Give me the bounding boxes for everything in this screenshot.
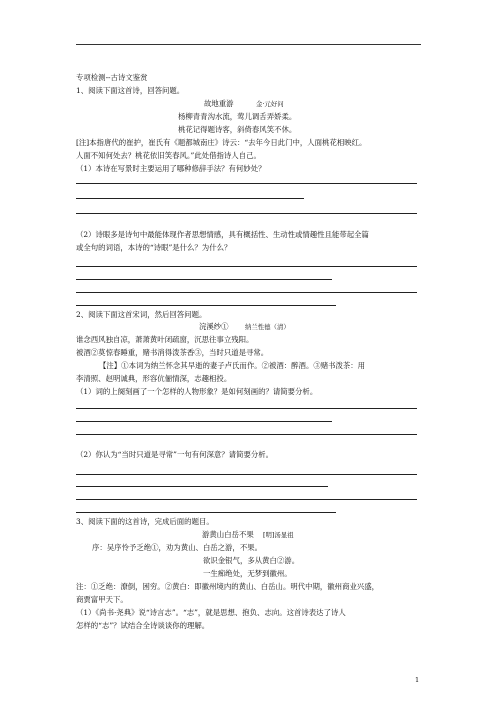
q2-sub-question-2: （2）你认为“当时只道是寻常”一句有何深意？请简要分析。 (76, 450, 274, 459)
q2-note-line-2: 李清照、赵明诚典，形容伉俪情深，志趣相投。 (76, 374, 232, 383)
answer-line[interactable] (76, 474, 417, 475)
q2-poem-author: 纳兰性德（清） (245, 323, 290, 331)
q1-note-line-2: 人面不知何处去？桃花依旧笑春风。”此处借指诗人自己。 (76, 151, 261, 160)
q1-sub-question-2-line-1: （2）诗眼多是诗句中最能体现作者思想情感，具有概括性、生动性或情趣性且能带起全篇 (76, 230, 369, 239)
answer-line[interactable] (76, 198, 304, 199)
q2-poem-line-2: 被酒②莫惊春睡重，赌书消得泼茶香③，当时只道是寻常。 (76, 348, 269, 357)
q3-sub-question-1-line-1: （1）《尚书·尧典》说“诗言志”。“志”，就是思想、抱负、志向。这首诗表达了诗人 (76, 608, 346, 617)
answer-line[interactable] (76, 213, 417, 214)
q1-sub-question-1: （1）本诗在写景时主要运用了哪种修辞手法？有何妙处？ (76, 164, 266, 173)
q2-intro: 2、阅读下面这首宋词，然后回答问题。 (76, 310, 207, 319)
q3-poem-line-1: 欲识金银气，多从黄白②游。 (203, 556, 300, 565)
q2-sub-question-1: （1）词的上阕刻画了一个怎样的人物形象？是如何刻画的？请简要分析。 (76, 387, 318, 396)
answer-line[interactable] (76, 421, 332, 422)
answer-line[interactable] (76, 305, 336, 306)
answer-line[interactable] (76, 266, 417, 267)
q1-note-line-1: [注]本指唐代的崔护，崔氏有《题都城南庄》诗云：“去年今日此门中，人面桃花相映红。 (76, 138, 367, 147)
q1-intro: 1、阅读下面这首诗，回答问题。 (76, 86, 185, 95)
q2-note-line-1: 【注】①本词为纳兰怀念其早逝的妻子卢氏而作。②被酒：醉酒。③赌书泼茶：用 (99, 361, 366, 370)
q3-sub-question-1-line-2: 怎样的“志”？试结合全诗谈谈你的理解。 (76, 621, 210, 630)
page-number: 1 (415, 676, 420, 684)
q2-poem-line-1: 谁念西风独自凉，萧萧黄叶闭疏窗，沉思往事立残阳。 (76, 335, 254, 344)
q3-poem-title: 游黄山白岳不果 (202, 530, 254, 539)
answer-line[interactable] (76, 279, 332, 280)
q3-preface: 序：吴序怜予乏绝①，劝为黄山、白岳之游，不果。 (92, 543, 262, 552)
q3-note-line-2: 商贾富甲天下。 (76, 595, 128, 604)
q2-poem-title: 浣溪纱① (199, 322, 229, 331)
answer-line[interactable] (76, 434, 417, 435)
q3-intro: 3、阅读下面的这首诗，完成后面的题目。 (76, 517, 214, 526)
q1-sub-question-2-line-2: 或全句的词语，本诗的“诗眼”是什么？为什么？ (76, 243, 232, 252)
q3-poem-line-2: 一生痴绝处，无梦到徽州。 (203, 569, 292, 578)
q1-poem-line-1: 杨柳青青沟水流，莺儿调舌弄娇柔。 (178, 112, 297, 121)
q3-note-line-1: 注：①乏绝：潦倒，困穷。②黄白：即徽州境内的黄山、白岳山。明代中期，徽州商业兴盛， (76, 582, 380, 591)
answer-line[interactable] (76, 486, 328, 487)
section-heading: 专项检测--古诗文鉴赏 (76, 73, 148, 82)
q3-poem-author: [明]汤显祖 (263, 531, 294, 539)
answer-line[interactable] (76, 183, 417, 184)
answer-line[interactable] (76, 408, 417, 409)
header-rule (76, 44, 421, 45)
answer-line[interactable] (76, 292, 417, 293)
answer-line[interactable] (76, 512, 336, 513)
q1-poem-author: 金·元好问 (256, 100, 284, 108)
answer-line[interactable] (76, 499, 417, 500)
q1-poem-line-2: 桃花记得题诗客，斜倚春风笑不休。 (178, 125, 297, 134)
q1-poem-title: 故地重游 (204, 99, 234, 108)
